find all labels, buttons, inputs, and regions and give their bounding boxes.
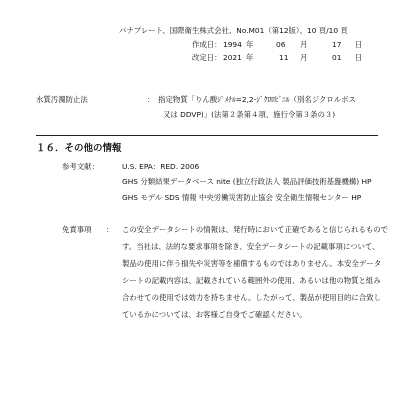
disclaimer-label: 免責事項 [62, 225, 92, 234]
revised-year-unit: 年 [246, 53, 254, 62]
revised-month: 11 [279, 53, 289, 62]
reference-item: U.S. EPA：RED. 2006 [122, 162, 200, 171]
disclaimer-line: ているかについては、お客様ご自身でご確認ください。 [122, 310, 307, 319]
created-day-unit: 日 [355, 40, 363, 49]
revised-date-label: 改定日： [192, 53, 222, 62]
revised-day: 01 [332, 53, 342, 62]
created-day: 17 [332, 40, 342, 49]
created-year: 1994 [223, 40, 242, 49]
disclaimer-line: シートの記載内容は、記載されている範囲外の使用、あるいは他の物質と組み [122, 276, 381, 285]
reference-item: GHS モデル SDS 情報 中央労働災害防止協会 安全衛生情報センター HP [122, 193, 362, 202]
revised-month-unit: 月 [300, 53, 308, 62]
disclaimer-line: 合わせての使用では効力を持ちません。したがって、製品が使用目的に合致し [122, 293, 381, 302]
section-16-title: １６．その他の情報 [36, 143, 122, 154]
disclaimer-colon: ： [106, 225, 114, 234]
document-info-line: パナプレート、国際衛生株式会社、No.M01（第12版）、10 頁/10 頁 [119, 26, 348, 35]
revised-year: 2021 [223, 53, 242, 62]
created-month-unit: 月 [300, 40, 308, 49]
regulation-line-1: ： 指定物質「りん酸ｼﾞﾒﾁﾙ=2,2-ｼﾞｸﾛﾛﾋﾞﾆﾙ（別名ジクロルボス [147, 95, 356, 104]
created-month: 06 [276, 40, 286, 49]
references-label: 参考文献： [62, 162, 99, 171]
regulation-label: 水質汚濁防止法 [36, 95, 88, 104]
disclaimer-line: この安全データシートの情報は、発行時において正確であると信じられるもので [122, 225, 389, 234]
created-date-label: 作成日： [192, 40, 222, 49]
created-year-unit: 年 [246, 40, 254, 49]
revised-day-unit: 日 [355, 53, 363, 62]
disclaimer-line: 製品の使用に伴う損失や災害等を補償するものではありません。本安全データ [122, 259, 382, 268]
reference-item: GHS 分類結果データベース nite (独立行政法人 製品評価技術基盤機構) HP [122, 177, 372, 186]
regulation-line-2: 又は DDVP)」(法第２条第４項、施行令第３条の３) [163, 110, 336, 119]
disclaimer-line: す。当社は、法的な要求事項を除き、安全データシートの記載事項について、 [122, 242, 380, 251]
section-divider [36, 135, 378, 136]
